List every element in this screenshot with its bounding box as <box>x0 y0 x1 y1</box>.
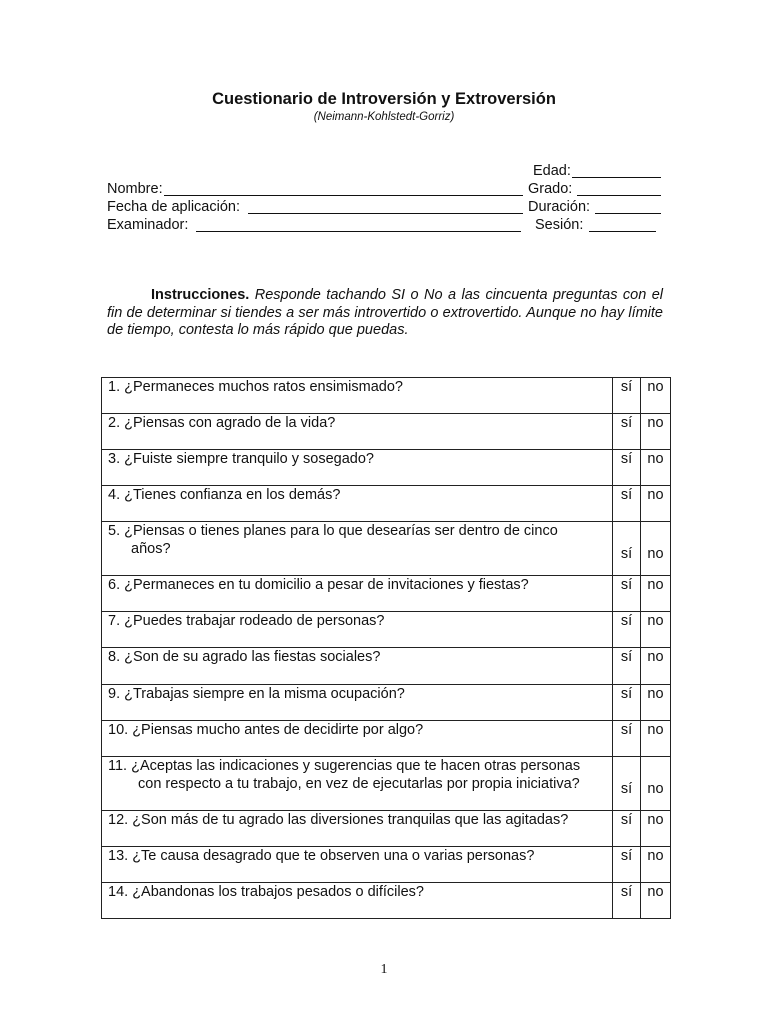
field-row-examinador <box>107 216 663 234</box>
duracion-label: Duración: <box>528 199 591 215</box>
sesion-label: Sesión: <box>535 217 584 233</box>
question-cell <box>102 414 613 450</box>
question-row <box>102 414 671 450</box>
question-cell <box>102 757 613 811</box>
answer-si[interactable]: sí <box>613 883 641 919</box>
fecha-line[interactable] <box>248 213 523 214</box>
edad-label: Edad: <box>533 163 571 179</box>
question-cell <box>102 576 613 612</box>
question-text: ¿Tienes confianza en los demás? <box>124 487 341 503</box>
question-text: ¿Aceptas las indicaciones y sugerencias que te hacen otras personas <box>131 758 581 774</box>
answer-si[interactable]: sí <box>613 486 641 522</box>
nombre-label: Nombre: <box>107 181 163 197</box>
answer-no[interactable]: no <box>641 414 671 450</box>
answer-no[interactable]: no <box>641 522 671 576</box>
question-cell <box>102 486 613 522</box>
question-cell <box>102 847 613 883</box>
grado-label: Grado: <box>528 181 573 197</box>
answer-si[interactable]: sí <box>613 847 641 883</box>
question-row <box>102 847 671 883</box>
question-text: ¿Te causa desagrado que te observen una o varias personas? <box>132 848 535 864</box>
question-number: 12. <box>108 812 129 828</box>
question-row <box>102 378 671 414</box>
question-text: ¿Piensas con agrado de la vida? <box>124 415 336 431</box>
question-text: ¿Fuiste siempre tranquilo y sosegado? <box>124 451 374 467</box>
answer-si[interactable]: sí <box>613 450 641 486</box>
question-row <box>102 811 671 847</box>
instructions-title: Instrucciones. <box>151 287 250 303</box>
answer-no[interactable]: no <box>641 847 671 883</box>
question-number: 7. <box>108 613 121 629</box>
instructions-body: Responde tachando SI o No a las cincuenta preguntas con el fin de determinar si tiendes a ser más introvertido o extrovertido. Aunque no hay límite de tiempo, contesta lo más rápido que puedas. <box>107 287 663 338</box>
question-number: 9. <box>108 686 121 702</box>
instructions-paragraph <box>107 287 663 340</box>
answer-si[interactable]: sí <box>613 721 641 757</box>
question-number: 14. <box>108 884 129 900</box>
question-text: ¿Piensas o tienes planes para lo que desearías ser dentro de cinco <box>124 523 558 539</box>
nombre-line[interactable] <box>164 195 523 196</box>
question-cell <box>102 883 613 919</box>
question-text: ¿Abandonas los trabajos pesados o difíciles? <box>132 884 424 900</box>
answer-si[interactable]: sí <box>613 576 641 612</box>
question-row <box>102 883 671 919</box>
answer-no[interactable]: no <box>641 721 671 757</box>
answer-si[interactable]: sí <box>613 685 641 721</box>
question-number: 5. <box>108 523 121 539</box>
edad-line[interactable] <box>572 177 661 178</box>
answer-no[interactable]: no <box>641 757 671 811</box>
answer-no[interactable]: no <box>641 612 671 648</box>
question-text: ¿Son más de tu agrado las diversiones tranquilas que las agitadas? <box>132 812 569 828</box>
sesion-line[interactable] <box>589 231 656 232</box>
question-cell <box>102 522 613 576</box>
question-text-continued: con respecto a tu trabajo, en vez de ejecutarlas por propia iniciativa? <box>138 775 580 792</box>
answer-no[interactable]: no <box>641 450 671 486</box>
question-row <box>102 757 671 811</box>
question-cell <box>102 721 613 757</box>
duracion-line[interactable] <box>595 213 661 214</box>
question-cell <box>102 811 613 847</box>
answer-si[interactable]: sí <box>613 757 641 811</box>
question-number: 11. <box>108 758 128 774</box>
question-number: 6. <box>108 577 121 593</box>
question-text: ¿Puedes trabajar rodeado de personas? <box>124 613 385 629</box>
question-number: 1. <box>108 379 121 395</box>
field-row-edad <box>107 162 663 180</box>
answer-no[interactable]: no <box>641 486 671 522</box>
question-cell <box>102 648 613 685</box>
answer-si[interactable]: sí <box>613 522 641 576</box>
answer-no[interactable]: no <box>641 883 671 919</box>
question-row <box>102 612 671 648</box>
question-number: 10. <box>108 722 129 738</box>
question-cell <box>102 685 613 721</box>
fecha-label: Fecha de aplicación: <box>107 199 240 215</box>
answer-si[interactable]: sí <box>613 811 641 847</box>
question-number: 2. <box>108 415 121 431</box>
answer-no[interactable]: no <box>641 576 671 612</box>
question-row <box>102 450 671 486</box>
question-cell <box>102 612 613 648</box>
answer-no[interactable]: no <box>641 685 671 721</box>
question-text: ¿Trabajas siempre en la misma ocupación? <box>124 686 405 702</box>
question-row <box>102 648 671 685</box>
question-number: 13. <box>108 848 129 864</box>
question-text-continued: años? <box>131 540 171 557</box>
question-row <box>102 721 671 757</box>
answer-no[interactable]: no <box>641 648 671 685</box>
question-text: ¿Permaneces muchos ratos ensimismado? <box>124 379 403 395</box>
question-number: 8. <box>108 649 121 665</box>
question-text: ¿Piensas mucho antes de decidirte por algo? <box>132 722 424 738</box>
questions-table <box>101 377 671 919</box>
question-cell <box>102 450 613 486</box>
document-subtitle: (Neimann-Kohlstedt-Gorriz) <box>313 111 455 123</box>
question-row <box>102 486 671 522</box>
question-number: 4. <box>108 487 121 503</box>
answer-si[interactable]: sí <box>613 414 641 450</box>
question-row <box>102 685 671 721</box>
field-row-fecha <box>107 198 663 216</box>
answer-no[interactable]: no <box>641 811 671 847</box>
document-title: Cuestionario de Introversión y Extroversión <box>212 90 556 108</box>
field-row-nombre <box>107 180 663 198</box>
answer-si[interactable]: sí <box>613 378 641 414</box>
question-text: ¿Son de su agrado las fiestas sociales? <box>124 649 381 665</box>
question-row <box>102 576 671 612</box>
grado-line[interactable] <box>577 195 661 196</box>
question-text: ¿Permaneces en tu domicilio a pesar de invitaciones y fiestas? <box>124 577 529 593</box>
answer-si[interactable]: sí <box>613 612 641 648</box>
answer-no[interactable]: no <box>641 378 671 414</box>
page-number: 1 <box>380 962 388 977</box>
examinador-label: Examinador: <box>107 217 189 233</box>
examinador-line[interactable] <box>196 231 521 232</box>
question-cell <box>102 378 613 414</box>
answer-si[interactable]: sí <box>613 648 641 685</box>
question-row <box>102 522 671 576</box>
question-number: 3. <box>108 451 121 467</box>
